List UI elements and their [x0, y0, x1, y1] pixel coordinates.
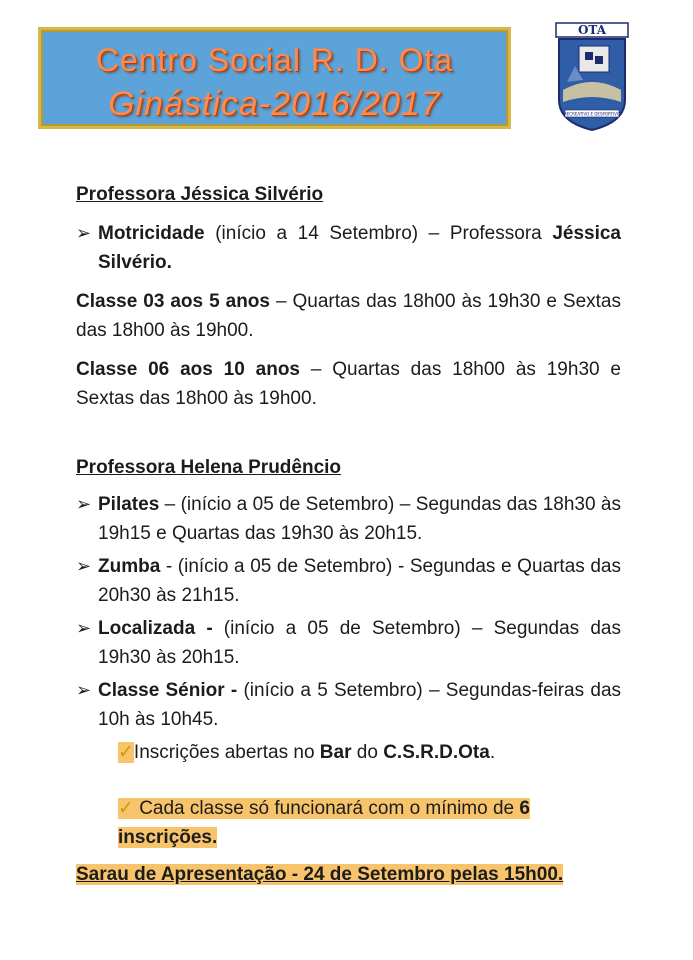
section2-heading: Professora Helena Prudêncio [76, 457, 342, 478]
list-item: ➢ Pilates – (início a 05 de Setembro) – Segundas das 18h30 às 19h15 e Quartas das 19h30 às 20h15. [76, 490, 621, 548]
class-item: Classe 03 aos 5 anos – Quartas das 18h00 às 19h30 e Sextas das 18h00 às 19h00. [76, 291, 622, 341]
arrow-bullet-icon: ➢ [76, 223, 92, 243]
title-banner [38, 27, 511, 129]
section-jessica [76, 180, 621, 413]
arrow-bullet-icon: ➢ [76, 618, 92, 638]
section-helena [76, 453, 621, 734]
club-logo-icon [555, 22, 629, 134]
list-item: ➢ Zumba - (início a 05 de Setembro) - Segundas e Quartas das 20h30 às 21h15. [76, 552, 621, 610]
check-icon: ✓ [118, 798, 134, 819]
footer-event: Sarau de Apresentação - 24 de Setembro pelas 15h00. [76, 864, 564, 885]
arrow-bullet-icon: ➢ [76, 680, 92, 700]
check-icon: ✓ [118, 742, 134, 763]
list-item: ➢ Motricidade (início a 14 Setembro) – Professora Jéssica Silvério. [76, 219, 621, 277]
logo-text: OTA [577, 23, 607, 37]
list-item: ➢ Localizada - (início a 05 de Setembro) – Segundas das 19h30 às 20h15. [76, 614, 621, 672]
note-minimum: ✓ Cada classe só funcionará com o mínimo de 6 inscrições. [118, 798, 530, 848]
banner-subtitle: Ginástica-2016/2017 [108, 85, 441, 123]
section1-heading: Professora Jéssica Silvério [76, 184, 324, 205]
banner-title: Centro Social R. D. Ota [95, 42, 454, 78]
arrow-bullet-icon: ➢ [76, 494, 92, 514]
list-item: ➢ Classe Sénior - (início a 5 Setembro) – Segundas-feiras das 10h às 10h45. [76, 676, 621, 734]
class-item: Classe 06 aos 10 anos – Quartas das 18h00 às 19h30 e Sextas das 18h00 às 19h00. [76, 359, 621, 409]
note-registrations: ✓Inscrições abertas no Bar do C.S.R.D.Ota. [118, 742, 496, 763]
arrow-bullet-icon: ➢ [76, 556, 92, 576]
logo-caption: RECREATIVO E DESPORTIVO [564, 111, 620, 117]
